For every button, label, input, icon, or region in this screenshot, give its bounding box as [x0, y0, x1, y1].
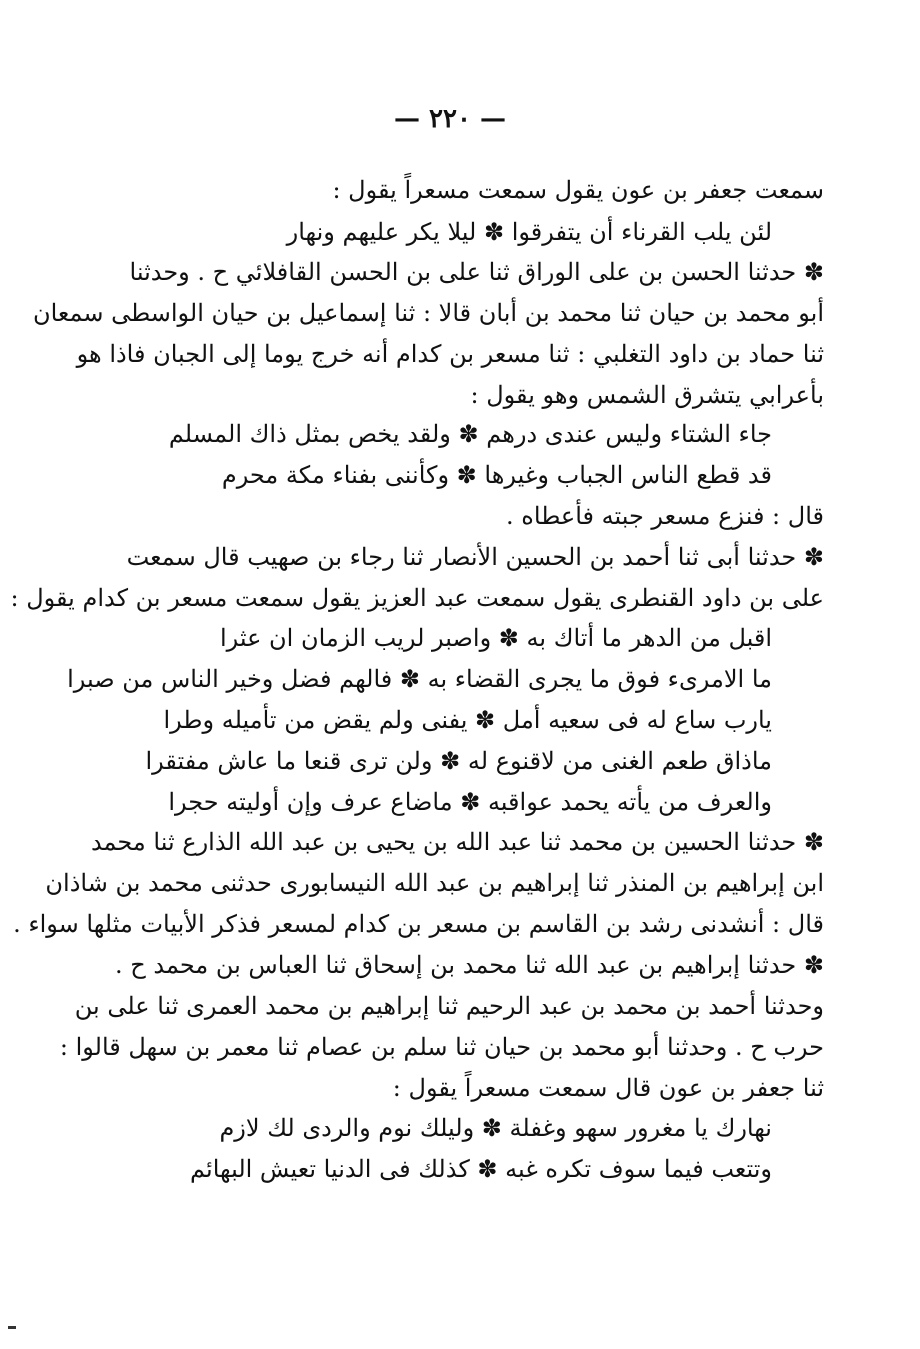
- text-line: على بن داود القنطرى يقول سمعت عبد العزيز يقول سمعت مسعر بن كدام يقول :: [10, 584, 824, 612]
- text-line: ✽ حدثنا الحسن بن على الوراق ثنا على بن الحسن القافلائي ح . وحدثنا: [129, 258, 824, 286]
- text-line: ✽ حدثنا أبى ثنا أحمد بن الحسين الأنصار ثنا رجاء بن صهيب قال سمعت: [126, 543, 824, 571]
- scan-mark: [8, 1326, 16, 1329]
- prose-block-hadith-1: [32, 252, 824, 416]
- verse-block-1: [172, 212, 772, 253]
- text-line: سمعت جعفر بن عون يقول سمعت مسعراً يقول :: [332, 176, 824, 204]
- text-line: ✽ حدثنا الحسين بن محمد ثنا عبد الله بن يحيى بن عبد الله الذارع ثنا محمد: [90, 828, 824, 856]
- text-line: ثنا حماد بن داود التغلبي : ثنا مسعر بن كدام أنه خرج يوما إلى الجبان فاذا هو: [76, 340, 824, 368]
- verse-block-2: [168, 414, 772, 496]
- verse-line: وتتعب فيما سوف تكره غبه ✽ كذلك فى الدنيا تعيش البهائم: [190, 1155, 772, 1183]
- verse-line: نهارك يا مغرور سهو وغفلة ✽ وليلك نوم والردى لك لازم: [219, 1114, 772, 1142]
- verse-line: يارب ساع له فى سعيه أمل ✽ يفنى ولم يقض من تأميله وطرا: [163, 706, 772, 734]
- verse-line: ما الامرىء فوق ما يجرى القضاء به ✽ فالهم فضل وخير الناس من صبرا: [67, 665, 772, 693]
- verse-block-4: [172, 1108, 772, 1190]
- text-line: أبو محمد بن حيان ثنا محمد بن أبان قالا : ثنا إسماعيل بن حيان الواسطى سمعان: [32, 299, 824, 327]
- verse-line: ماذاق طعم الغنى من لاقنوع له ✽ ولن ترى قنعا ما عاش مفتقرا: [145, 747, 772, 775]
- prose-block-intro: [124, 170, 824, 211]
- prose-block-hadith-3: [13, 822, 824, 1109]
- text-line: ✽ حدثنا إبراهيم بن عبد الله ثنا محمد بن إسحاق ثنا العباس بن محمد ح .: [115, 951, 824, 979]
- text-line: ثنا جعفر بن عون قال سمعت مسعراً يقول :: [392, 1074, 824, 1102]
- verse-line: جاء الشتاء وليس عندى درهم ✽ ولقد يخص بمثل ذاك المسلم: [168, 420, 772, 448]
- page-number: — ٢٢٠ —: [393, 104, 507, 134]
- text-line: قال : أنشدنى رشد بن القاسم بن مسعر بن كدام لمسعر فذكر الأبيات مثلها سواء .: [13, 910, 824, 938]
- verse-block-3: [67, 618, 772, 823]
- text-line: ابن إبراهيم بن المنذر ثنا إبراهيم بن عبد الله النيسابورى حدثنى محمد بن شاذان: [45, 869, 824, 897]
- verse-line: قد قطع الناس الجباب وغيرها ✽ وكأننى بفناء مكة محرم: [221, 461, 772, 489]
- verse-line: والعرف من يأته يحمد عواقبه ✽ ماضاع عرف وإن أوليته حجرا: [168, 788, 772, 816]
- text-line: قال : فنزع مسعر جبته فأعطاه .: [506, 502, 824, 530]
- text-line: بأعرابي يتشرق الشمس وهو يقول :: [470, 381, 824, 409]
- verse-line: لئن يلب القرناء أن يتفرقوا ✽ ليلا يكر عليهم ونهار: [286, 218, 772, 246]
- prose-block-hadith-2: [10, 496, 824, 619]
- text-line: حرب ح . وحدثنا أبو محمد بن حيان ثنا سلم بن عصام ثنا معمر بن سهل قالوا :: [59, 1033, 824, 1061]
- verse-line: اقبل من الدهر ما أتاك به ✽ واصبر لريب الزمان ان عثرا: [219, 624, 772, 652]
- text-line: وحدثنا أحمد بن محمد بن عبد الرحيم ثنا إبراهيم بن محمد العمرى ثنا على بن: [74, 992, 824, 1020]
